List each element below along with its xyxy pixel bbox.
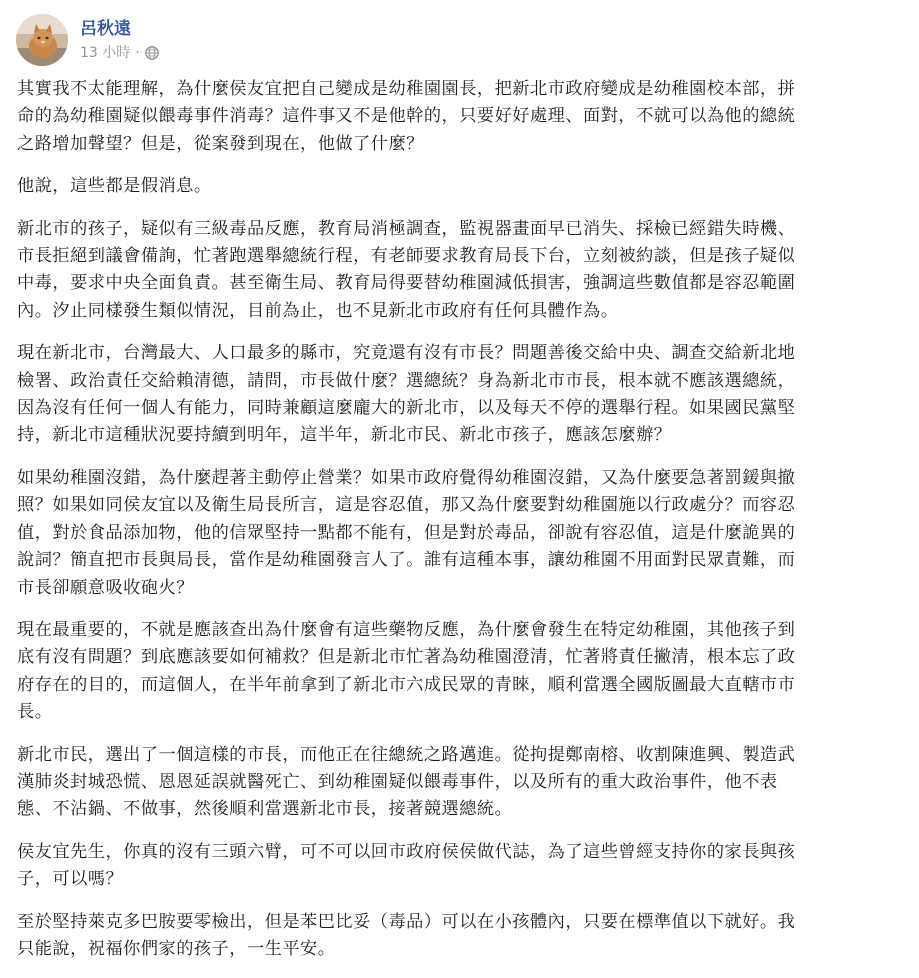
post-paragraph: 其實我不太能理解，為什麼侯友宜把自己變成是幼稚園園長，把新北市政府變成是幼稚園校本部，拼 命的為幼稚園疑似餵毒事件消毒？這件事又不是他幹的，只要好好處理、面對，不就可以為他的總統 之路增加聲望？但是，從案發到現在，他做了什麼？ (17, 79, 796, 154)
post-paragraph: 現在新北市，台灣最大、人口最多的縣市，究竟還有沒有市長？問題善後交給中央、調查交給新北地 檢署、政治責任交給賴清德，請問，市長做什麼？選總統？身為新北市市長，根本就不應該選總統， 因為沒有任何一個人有能力，同時兼顧這麼龐大的新北市，以及每天不停的選舉行程。如果國民黨堅 持，新北市這種狀況要持續到明年，這半年，新北市民、新北市孩子，應該怎麼辦？ (17, 343, 796, 446)
post-paragraph: 新北市民，選出了一個這樣的市長，而他正在往總統之路邁進。從拘提鄭南榕、收割陳進興、製造武 漢肺炎封城恐慌、恩恩延誤就醫死亡、到幼稚園疑似餵毒事件，以及所有的重大政治事件，他不表 態、不沾鍋、不做事，然後順利當選新北市長，接著競選總統。 (17, 744, 796, 820)
post-paragraph: 至於堅持萊克多巴胺要零檢出，但是苯巴比妥（毒品）可以在小孩體內，只要在標準值以下就好。我 只能說，祝福你們家的孩子，一生平安。 (17, 911, 796, 959)
author-name[interactable]: 呂秋遠 (80, 19, 131, 39)
post-paragraph: 侯友宜先生，你真的沒有三頭六臂，可不可以回市政府侯侯做代誌，為了這些曾經支持你的家長與孩 子，可以嗎？ (17, 841, 796, 890)
post-subline (80, 44, 159, 62)
post-paragraph: 現在最重要的，不就是應該查出為什麼會有這些藥物反應，為什麼會發生在特定幼稚園，其他孩子到 底有沒有問題？到底應該要如何補救？但是新北市忙著為幼稚園澄清，忙著將責任撇清，根本忘了政 府存在的目的，而這個人，在半年前拿到了新北市六成民眾的青睞，順利當選全國版圖最大直轄市市 長。 (17, 619, 796, 723)
separator-dot: · (135, 45, 140, 61)
post-paragraph: 他說，這些都是假消息。 (17, 176, 212, 197)
cat-photo-icon (16, 14, 68, 66)
post-paragraph: 新北市的孩子，疑似有三級毒品反應，教育局消極調查，監視器畫面早已消失、採檢已經錯失時機、 市長拒絕到議會備詢，忙著跑選舉總統行程，有老師要求教育局長下台，立刻被約談，但是孩子疑似 中毒，要求中央全面負責。甚至衛生局、教育局得要替幼稚園減低損害，強調這些數值都是容忍範圍 內。汐止同樣發生類似情況，目前為止，也不見新北市政府有任何具體作為。 (17, 218, 796, 321)
post-header (16, 12, 159, 68)
post-paragraph: 如果幼稚園沒錯，為什麼趕著主動停止營業？如果市政府覺得幼稚園沒錯，又為什麼要急著罰鍰與撤 照？如果如同侯友宜以及衛生局長所言，這是容忍值，那又為什麼要對幼稚園施以行政處分？而容忍 值，對於食品添加物，他的信眾堅持一點都不能有，但是對於毒品，卻說有容忍值，這是什麼詭異的 說詞？簡直把市長與局長，當作是幼稚園發言人了。誰有這種本事，讓幼稚園不用面對民眾責難，而 市長卻願意吸收砲火？ (17, 467, 796, 598)
post-body (17, 76, 903, 978)
globe-icon[interactable] (145, 46, 159, 60)
author-avatar[interactable] (16, 14, 68, 66)
post-timestamp[interactable]: 13 小時 (80, 45, 131, 61)
post-meta (80, 18, 159, 62)
